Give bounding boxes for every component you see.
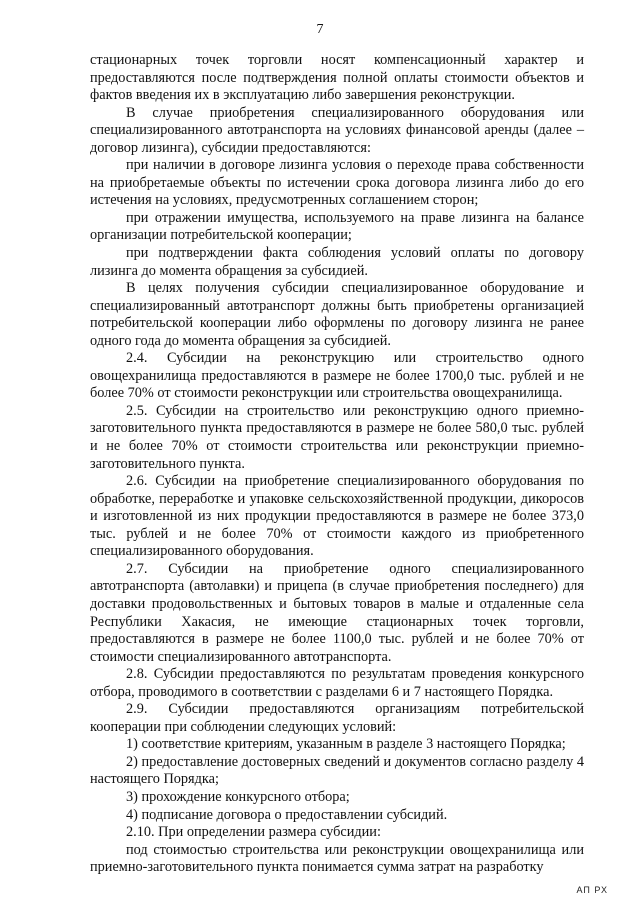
footer-mark: АП РХ [576, 885, 608, 895]
paragraph: 2.9. Субсидии предоставляются организациям потребительской кооперации при соблюдении следующих условий: [90, 701, 584, 735]
paragraph: 2.8. Субсидии предоставляются по результатам проведения конкурсного отбора, проводимого в соответствии с разделами 6 и 7 настоящего Порядка. [90, 666, 584, 700]
paragraph: при наличии в договоре лизинга условия о переходе права собственности на приобретаемые объекты по истечении срока договора лизинга либо до его истечения на условиях, предусмотренных соглашением сторон; [90, 157, 584, 209]
paragraph: 2.7. Субсидии на приобретение одного специализированного автотранспорта (автолавки) и прицепа (в случае приобретения последнего) для доставки продовольственных и бытовых товаров в малые и отдаленные села Республики Хакасия, не имеющие стационарных точек торговли, предоставляются в размере не более 1100,0 тыс. рублей и не более 70% от стоимости специализированного автотранспорта. [90, 560, 584, 665]
paragraph: при отражении имущества, используемого на праве лизинга на балансе организации потребительской кооперации; [90, 209, 584, 244]
paragraph: под стоимостью строительства или реконструкции овощехранилища или приемно-заготовительного пункта понимается сумма затрат на разработку [90, 841, 584, 876]
paragraph: В случае приобретения специализированного оборудования или специализированного автотранспорта на условиях финансовой аренды (далее – договор лизинга), субсидии предоставляются: [90, 104, 584, 156]
page-number: 7 [316, 22, 324, 37]
document-body [90, 52, 584, 877]
list-item: 2) предоставление достоверных сведений и документов согласно разделу 4 настоящего Порядка; [90, 753, 584, 788]
paragraph: стационарных точек торговли носят компенсационный характер и предоставляются после подтверждения полной оплаты стоимости объектов и фактов введения их в эксплуатацию либо завершения реконструкции. [90, 52, 584, 104]
paragraph: при подтверждении факта соблюдения условий оплаты по договору лизинга до момента обращения за субсидией. [90, 245, 584, 279]
paragraph: В целях получения субсидии специализированное оборудование и специализированный автотранспорт должны быть приобретены организацией потребительской кооперации либо оформлены по договору лизинга не ранее одного года до момента обращения за субсидией. [90, 280, 584, 349]
list-item: 3) прохождение конкурсного отбора; [126, 788, 350, 805]
list-item: 1) соответствие критериям, указанным в разделе 3 настоящего Порядка; [126, 736, 566, 753]
list-item: 4) подписание договора о предоставлении субсидий. [126, 806, 448, 823]
paragraph: 2.5. Субсидии на строительство или реконструкцию одного приемно-заготовительного пункта предоставляются в размере не более 580,0 тыс. рублей и не более 70% от стоимости строительства или реконструкции приемно-заготовительного пункта. [90, 402, 584, 472]
paragraph: 2.10. При определении размера субсидии: [126, 824, 381, 841]
paragraph: 2.6. Субсидии на приобретение специализированного оборудования по обработке, переработке и упаковке сельскохозяйственной продукции, дикоросов и изготовленной из них продукции предоставляются в размере не более 373,0 тыс. рублей и не более 70% от стоимости каждого из приобретенного специализированного оборудования. [90, 473, 584, 560]
paragraph: 2.4. Субсидии на реконструкцию или строительство одного овощехранилища предоставляются в размере не более 1700,0 тыс. рублей и не более 70% от стоимости реконструкции или строительства овощехранилища. [90, 350, 584, 402]
